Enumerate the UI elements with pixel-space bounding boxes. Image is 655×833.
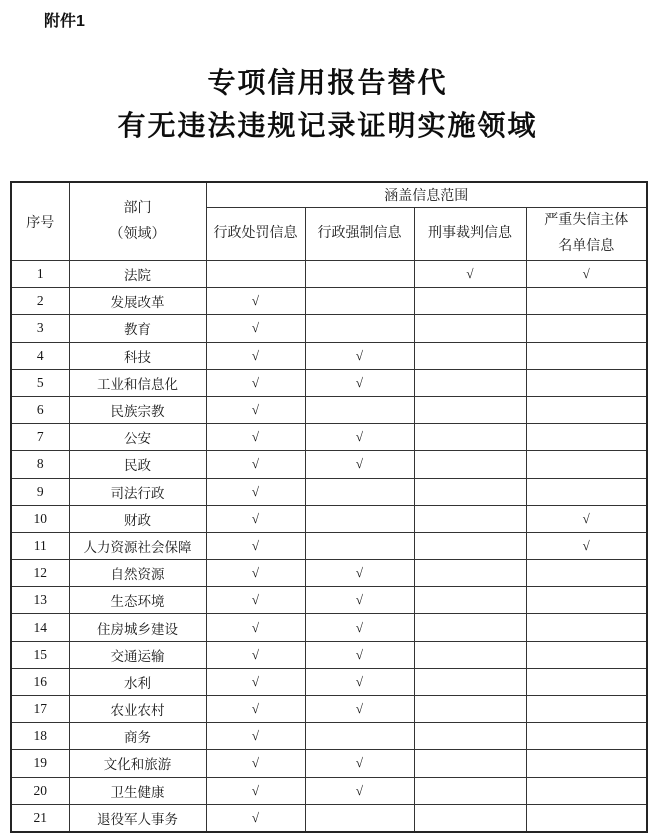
row-index-cell: 3 [11,315,69,342]
header-department [69,182,206,261]
check-mark-cell: √ [206,804,305,832]
header-index: 序号 [11,182,69,261]
check-mark-cell: √ [206,587,305,614]
check-mark-cell: √ [206,342,305,369]
department-cell: 文化和旅游 [69,750,206,777]
empty-cell [414,315,526,342]
row-index-cell: 6 [11,396,69,423]
check-mark-cell: √ [206,424,305,451]
department-cell: 交通运输 [69,641,206,668]
check-mark-cell: √ [305,641,414,668]
check-mark-cell: √ [206,478,305,505]
row-index-cell: 12 [11,560,69,587]
table-row [11,804,647,832]
header-col-dishonest-list-line-2: 名单信息 [558,239,615,254]
header-department-line-1: 部门 [123,200,152,216]
department-cell: 财政 [69,505,206,532]
empty-cell [414,451,526,478]
row-index-cell: 13 [11,587,69,614]
table-row [11,478,647,505]
check-mark-cell: √ [305,369,414,396]
check-mark-cell: √ [206,315,305,342]
empty-cell [526,315,647,342]
check-mark-cell: √ [206,505,305,532]
table-row [11,288,647,315]
department-cell: 民族宗教 [69,396,206,423]
check-mark-cell: √ [206,288,305,315]
department-cell: 司法行政 [69,478,206,505]
table-row [11,696,647,723]
table-row [11,261,647,288]
empty-cell [414,288,526,315]
empty-cell [305,804,414,832]
table-row [11,587,647,614]
row-index-cell: 17 [11,696,69,723]
empty-cell [414,560,526,587]
check-mark-cell: √ [206,641,305,668]
row-index-cell: 7 [11,424,69,451]
row-index-cell: 5 [11,369,69,396]
table-row [11,532,647,559]
empty-cell [526,750,647,777]
row-index-cell: 2 [11,288,69,315]
header-col-criminal-judgment-line-1: 刑事裁判信息 [428,226,512,241]
table-header [11,182,647,261]
table-row [11,723,647,750]
header-col-criminal-judgment [414,208,526,261]
row-index-cell: 14 [11,614,69,641]
empty-cell [526,560,647,587]
header-col-dishonest-list [526,208,647,261]
check-mark-cell: √ [206,614,305,641]
check-mark-cell: √ [305,424,414,451]
empty-cell [414,478,526,505]
empty-cell [526,369,647,396]
row-index-cell: 20 [11,777,69,804]
title-line-2: 有无违法违规记录证明实施领域 [117,111,538,142]
row-index-cell: 19 [11,750,69,777]
empty-cell [526,424,647,451]
empty-cell [414,750,526,777]
check-mark-cell: √ [206,369,305,396]
check-mark-cell: √ [206,560,305,587]
check-mark-cell: √ [206,668,305,695]
empty-cell [414,587,526,614]
check-mark-cell: √ [305,342,414,369]
department-cell: 自然资源 [69,560,206,587]
check-mark-cell: √ [305,451,414,478]
table-row [11,750,647,777]
department-cell: 工业和信息化 [69,369,206,396]
row-index-cell: 1 [11,261,69,288]
header-coverage-group: 涵盖信息范围 [206,182,647,208]
empty-cell [414,505,526,532]
table-row [11,560,647,587]
check-mark-cell: √ [305,777,414,804]
empty-cell [414,696,526,723]
table-row [11,342,647,369]
table-row [11,369,647,396]
check-mark-cell: √ [305,668,414,695]
title-line-1: 专项信用报告替代 [207,68,448,99]
row-index-cell: 4 [11,342,69,369]
row-index-cell: 11 [11,532,69,559]
empty-cell [414,614,526,641]
table-row [11,641,647,668]
table-row [11,424,647,451]
department-cell: 住房城乡建设 [69,614,206,641]
department-cell: 教育 [69,315,206,342]
header-col-admin-penalty-line-1: 行政处罚信息 [213,226,298,241]
empty-cell [526,696,647,723]
row-index-cell: 10 [11,505,69,532]
check-mark-cell: √ [305,614,414,641]
empty-cell [414,804,526,832]
attachment-label: 附件1 [44,13,85,30]
empty-cell [414,641,526,668]
check-mark-cell: √ [305,587,414,614]
empty-cell [526,723,647,750]
empty-cell [305,396,414,423]
header-col-dishonest-list-line-1: 严重失信主体 [544,213,629,228]
check-mark-cell: √ [206,532,305,559]
check-mark-cell: √ [206,696,305,723]
empty-cell [414,668,526,695]
empty-cell [526,614,647,641]
row-index-cell: 15 [11,641,69,668]
header-col-admin-coercion [305,208,414,261]
row-index-cell: 16 [11,668,69,695]
table-row [11,614,647,641]
check-mark-cell: √ [206,750,305,777]
empty-cell [526,777,647,804]
empty-cell [526,396,647,423]
check-mark-cell: √ [526,505,647,532]
header-col-admin-penalty [206,208,305,261]
check-mark-cell: √ [206,451,305,478]
empty-cell [305,261,414,288]
empty-cell [526,478,647,505]
empty-cell [305,315,414,342]
empty-cell [414,532,526,559]
empty-cell [414,777,526,804]
empty-cell [526,342,647,369]
table-body [11,261,647,832]
empty-cell [526,641,647,668]
department-cell: 商务 [69,723,206,750]
empty-cell [305,723,414,750]
header-col-admin-coercion-line-1: 行政强制信息 [317,226,402,241]
department-cell: 水利 [69,668,206,695]
header-group-row [11,182,647,208]
department-cell: 法院 [69,261,206,288]
row-index-cell: 8 [11,451,69,478]
check-mark-cell: √ [305,560,414,587]
empty-cell [526,804,647,832]
check-mark-cell: √ [305,696,414,723]
empty-cell [206,261,305,288]
row-index-cell: 9 [11,478,69,505]
empty-cell [305,505,414,532]
department-cell: 公安 [69,424,206,451]
department-cell: 退役军人事务 [69,804,206,832]
header-department-line-2: （领域） [109,226,166,242]
check-mark-cell: √ [305,750,414,777]
check-mark-cell: √ [206,396,305,423]
department-cell: 发展改革 [69,288,206,315]
empty-cell [305,288,414,315]
department-cell: 生态环境 [69,587,206,614]
check-mark-cell: √ [206,723,305,750]
empty-cell [526,451,647,478]
table-row [11,668,647,695]
department-cell: 科技 [69,342,206,369]
check-mark-cell: √ [526,261,647,288]
check-mark-cell: √ [414,261,526,288]
row-index-cell: 21 [11,804,69,832]
table-row [11,451,647,478]
department-cell: 民政 [69,451,206,478]
row-index-cell: 18 [11,723,69,750]
check-mark-cell: √ [206,777,305,804]
empty-cell [414,424,526,451]
empty-cell [414,342,526,369]
empty-cell [414,396,526,423]
department-cell: 人力资源社会保障 [69,532,206,559]
table-row [11,315,647,342]
empty-cell [305,478,414,505]
department-cell: 卫生健康 [69,777,206,804]
empty-cell [305,532,414,559]
empty-cell [526,587,647,614]
document-title [0,62,655,148]
empty-cell [414,723,526,750]
table-row [11,505,647,532]
empty-cell [526,668,647,695]
table-row [11,777,647,804]
table-row [11,396,647,423]
check-mark-cell: √ [526,532,647,559]
empty-cell [526,288,647,315]
coverage-table [10,181,648,833]
empty-cell [414,369,526,396]
department-cell: 农业农村 [69,696,206,723]
